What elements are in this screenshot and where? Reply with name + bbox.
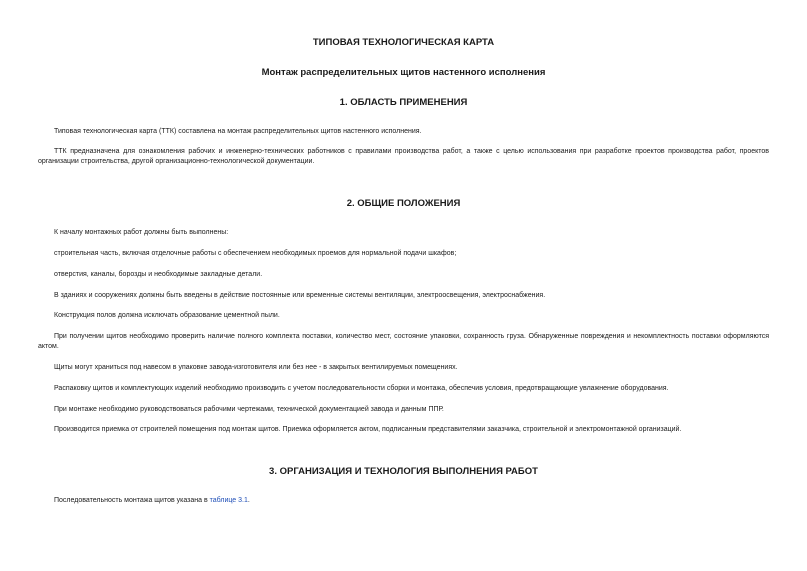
section-3-paragraph bbox=[38, 496, 769, 506]
section-2-paragraph: Распаковку щитов и комплектующих изделий необходимо производить с учетом последовательности сборки и монтажа, обеспечив условия, предотвращающие увлажнение оборудования. bbox=[54, 385, 669, 392]
section-2-heading: 2. ОБЩИЕ ПОЛОЖЕНИЯ bbox=[346, 198, 461, 209]
section-3-heading: 3. ОРГАНИЗАЦИЯ И ТЕХНОЛОГИЯ ВЫПОЛНЕНИЯ РАБОТ bbox=[269, 466, 538, 477]
document-subtitle: Монтаж распределительных щитов настенного исполнения bbox=[261, 67, 546, 78]
section-1-paragraph: ТТК предназначена для ознакомления рабочих и инженерно-технических работников с правилами производства работ, а также с целью использования при разработке проектов производства работ, проектов организации строительства, другой организационно-технологической документации. bbox=[38, 148, 769, 165]
table-3-1-link[interactable]: таблице 3.1 bbox=[209, 497, 248, 504]
section-2-paragraph: Щиты могут храниться под навесом в упаковке завода-изготовителя или без нее - в закрытых вентилируемых помещениях. bbox=[54, 364, 458, 371]
section-1-heading: 1. ОБЛАСТЬ ПРИМЕНЕНИЯ bbox=[339, 97, 468, 108]
section-2-paragraph: При монтаже необходимо руководствоваться рабочими чертежами, технической документацией завода и данным ППР. bbox=[54, 406, 444, 413]
section-3-text: Последовательность монтажа щитов указана в bbox=[54, 497, 208, 504]
section-2-paragraph: В зданиях и сооружениях должны быть введены в действие постоянные или временные системы вентиляции, электроосвещения, электроснабжения. bbox=[54, 292, 546, 299]
section-2-paragraph: К началу монтажных работ должны быть выполнены: bbox=[54, 229, 229, 236]
section-2-paragraph: строительная часть, включая отделочные работы с обеспечением необходимых проемов для нормальной подачи шкафов; bbox=[54, 250, 457, 257]
section-2-paragraph: Производится приемка от строителей помещения под монтаж щитов. Приемка оформляется актом, подписанным представителями заказчика, строительной и электромонтажной организаций. bbox=[54, 426, 682, 433]
document-title: ТИПОВАЯ ТЕХНОЛОГИЧЕСКАЯ КАРТА bbox=[312, 37, 495, 48]
section-2-paragraph: При получении щитов необходимо проверить наличие полного комплекта поставки, количество мест, состояние упаковки, сохранность груза. Обнаруженные повреждения и некомплектность поставки оформляются актом. bbox=[38, 333, 769, 350]
section-1-paragraph: Типовая технологическая карта (ТТК) составлена на монтаж распределительных щитов настенного исполнения. bbox=[54, 128, 422, 135]
section-2-paragraph: Конструкция полов должна исключать образование цементной пыли. bbox=[54, 312, 280, 319]
section-3-text-end: . bbox=[247, 497, 250, 504]
section-2-paragraph: отверстия, каналы, борозды и необходимые закладные детали. bbox=[54, 271, 263, 278]
